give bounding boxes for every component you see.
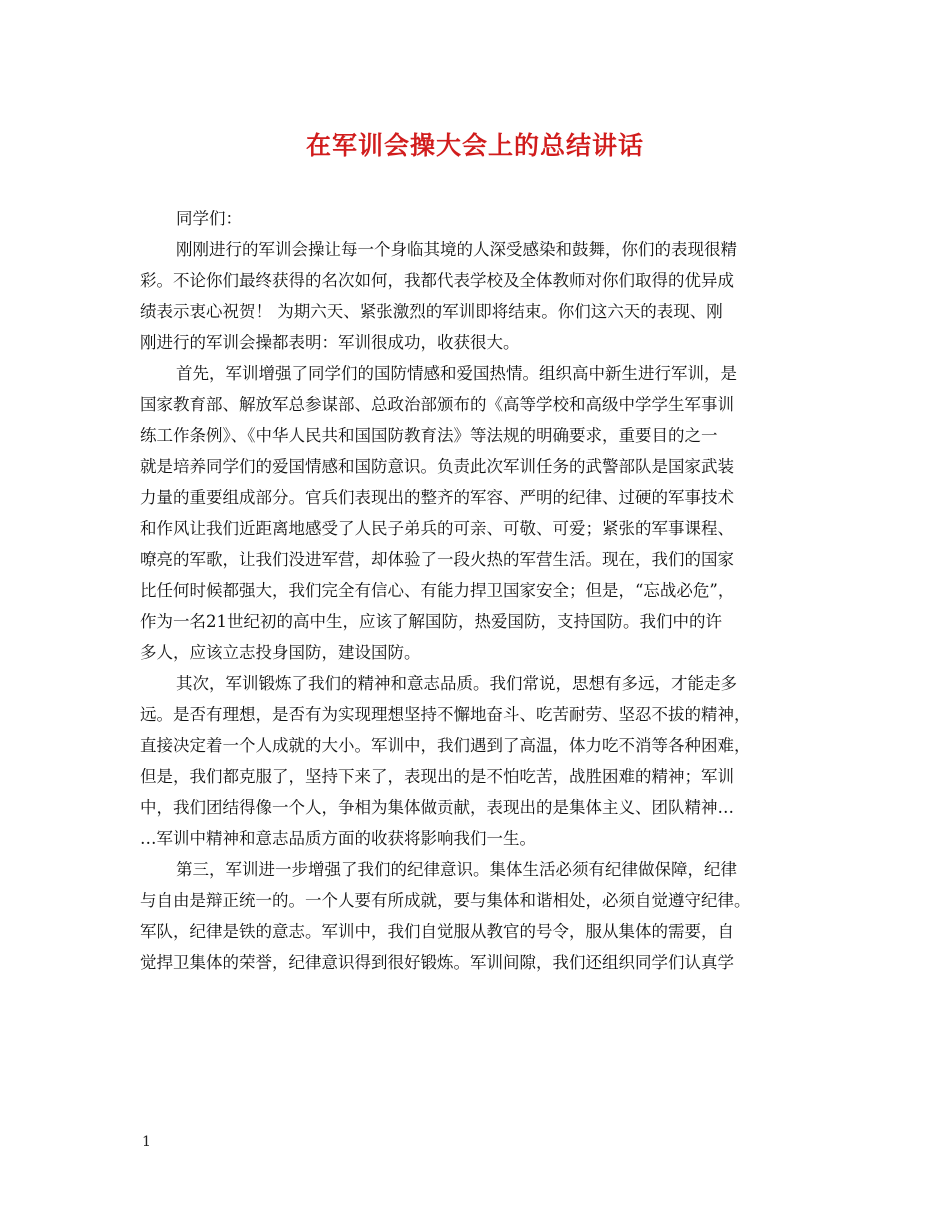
text-line: 刚刚进行的军训会操让每一个身临其境的人深受感染和鼓舞，你们的表现很精 — [176, 240, 737, 259]
text-line: 绩表示衷心祝贺！ 为期六天、紧张激烈的军训即将结束。你们这六天的表现、刚 — [140, 302, 723, 321]
document-title: 在军训会操大会上的总结讲话 — [305, 131, 644, 160]
text-line: 刚进行的军训会操都表明：军训很成功，收获很大。 — [140, 333, 520, 352]
text-line: 第三，军训进一步增强了我们的纪律意识。集体生活必须有纪律做保障，纪律 — [176, 860, 737, 879]
text-line: 直接决定着一个人成就的大小。军训中，我们遇到了高温，体力吃不消等各种困难， — [140, 736, 751, 755]
text-line: 比任何时候都强大，我们完全有信心、有能力捍卫国家安全；但是，“忘战必危”， — [140, 581, 735, 600]
text-line: …军训中精神和意志品质方面的收获将影响我们一生。 — [140, 829, 536, 848]
text-line: 远。是否有理想，是否有为实现理想坚持不懈地奋斗、吃苦耐劳、坚忍不拔的精神， — [140, 705, 751, 724]
text-line: 其次，军训锻炼了我们的精神和意志品质。我们常说，思想有多远，才能走多 — [176, 674, 737, 693]
page-number: 1 — [142, 1134, 151, 1150]
text-line: 军队，纪律是铁的意志。军训中，我们自觉服从教官的号令，服从集体的需要，自 — [140, 922, 734, 941]
text-line: 但是，我们都克服了，坚持下来了，表现出的是不怕吃苦，战胜困难的精神；军训 — [140, 767, 734, 786]
text-line: 作为一名21世纪初的高中生，应该了解国防，热爱国防，支持国防。我们中的许 — [140, 612, 722, 631]
text-line: 同学们： — [176, 209, 242, 228]
text-line: 嘹亮的军歌，让我们没进军营，却体验了一段火热的军营生活。现在，我们的国家 — [140, 550, 734, 569]
text-line: 与自由是辩正统一的。一个人要有所成就，要与集体和谐相处，必须自觉遵守纪律。 — [140, 891, 751, 910]
text-line: 和作风让我们近距离地感受了人民子弟兵的可亲、可敬、可爱；紧张的军事课程、 — [140, 519, 734, 538]
text-line: 首先，军训增强了同学们的国防情感和爱国热情。组织高中新生进行军训，是 — [176, 364, 737, 383]
text-line: 就是培养同学们的爱国情感和国防意识。负责此次军训任务的武警部队是国家武装 — [140, 457, 734, 476]
text-line: 彩。不论你们最终获得的名次如何，我都代表学校及全体教师对你们取得的优异成 — [140, 271, 734, 290]
text-line: 觉捍卫集体的荣誉，纪律意识得到很好锻炼。军训间隙，我们还组织同学们认真学 — [140, 953, 734, 972]
text-line: 中，我们团结得像一个人，争相为集体做贡献，表现出的是集体主义、团队精神… — [140, 798, 734, 817]
text-line: 国家教育部、解放军总参谋部、总政治部颁布的《高等学校和高级中学学生军事训 — [140, 395, 734, 414]
text-line: 力量的重要组成部分。官兵们表现出的整齐的军容、严明的纪律、过硬的军事技术 — [140, 488, 734, 507]
text-line: 多人，应该立志投身国防，建设国防。 — [140, 643, 421, 662]
text-line: 练工作条例》、《中华人民共和国国防教育法》等法规的明确要求，重要目的之一 — [140, 426, 718, 445]
document-body — [140, 203, 828, 978]
